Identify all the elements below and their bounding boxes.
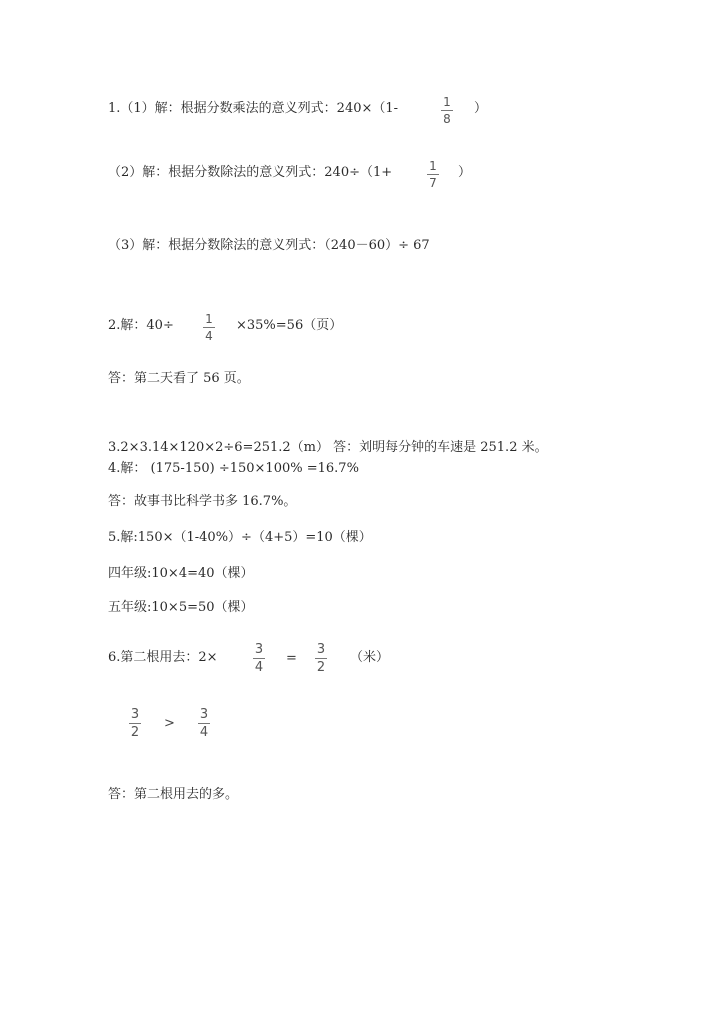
q5-grade5: 五年级:10×5=50（棵） — [108, 600, 254, 615]
q5-grade4: 四年级:10×4=40（棵） — [108, 566, 254, 581]
q6-compare-right-numerator: 3 — [199, 707, 209, 722]
q1-part2-suffix: ） — [458, 165, 472, 180]
q6-unit: （米） — [350, 650, 390, 665]
q2-answer: 答：第二天看了 56 页。 — [108, 371, 250, 386]
q6-compare-sign: > — [164, 716, 175, 731]
q2-fraction-numerator: 1 — [205, 312, 213, 326]
q1-part2-fraction — [426, 160, 440, 190]
q1-part1-fraction-denominator: 8 — [443, 112, 451, 126]
q1-part3: （3）解：根据分数除法的意义列式：（240－60）÷ 67 — [108, 238, 430, 253]
q1-part1-fraction — [440, 96, 454, 126]
q6-compare-right-denominator: 4 — [199, 725, 209, 740]
q6-equals: = — [286, 651, 297, 666]
fraction-bar — [441, 110, 453, 111]
q6-fraction-2 — [314, 643, 328, 675]
q1-part1-prefix: 1.（1）解：根据分数乘法的意义列式：240×（1- — [108, 101, 399, 116]
q6-compare-left-fraction — [128, 708, 142, 740]
q6-compare-left-numerator: 3 — [130, 707, 140, 722]
q6-fraction-2-numerator: 3 — [316, 642, 326, 657]
fraction-bar — [198, 723, 210, 724]
q5-text: 5.解:150×（1-40%）÷（4+5）=10（棵） — [108, 530, 372, 545]
q6-prefix: 6.第二根用去：2× — [108, 650, 218, 665]
q2-fraction — [202, 313, 216, 343]
fraction-bar — [427, 174, 439, 175]
fraction-bar — [253, 658, 265, 659]
q6-fraction-2-denominator: 2 — [316, 660, 326, 675]
q6-fraction-1 — [252, 643, 266, 675]
q1-part2-fraction-denominator: 7 — [429, 176, 437, 190]
q6-compare-right-fraction — [197, 708, 211, 740]
q6-fraction-1-numerator: 3 — [254, 642, 264, 657]
q6-answer: 答：第二根用去的多。 — [108, 787, 239, 802]
q3-text: 3.2×3.14×120×2÷6=251.2（m） 答：刘明每分钟的车速是 251.2 米。 — [108, 440, 548, 455]
q4-text: 4.解： (175-150) ÷150×100% =16.7% — [108, 461, 359, 476]
q1-part2-fraction-numerator: 1 — [429, 159, 437, 173]
q6-compare-left-denominator: 2 — [130, 725, 140, 740]
q6-fraction-1-denominator: 4 — [254, 660, 264, 675]
q2-suffix: ×35%=56（页） — [236, 318, 343, 333]
fraction-bar — [203, 327, 215, 328]
q1-part2-prefix: （2）解：根据分数除法的意义列式：240÷（1+ — [108, 165, 393, 180]
q2-fraction-denominator: 4 — [205, 329, 213, 343]
fraction-bar — [129, 723, 141, 724]
q2-prefix: 2.解：40÷ — [108, 318, 174, 333]
q1-part1-fraction-numerator: 1 — [443, 95, 451, 109]
q4-answer: 答：故事书比科学书多 16.7%。 — [108, 494, 297, 509]
fraction-bar — [315, 658, 327, 659]
q1-part1-suffix: ） — [474, 101, 488, 116]
